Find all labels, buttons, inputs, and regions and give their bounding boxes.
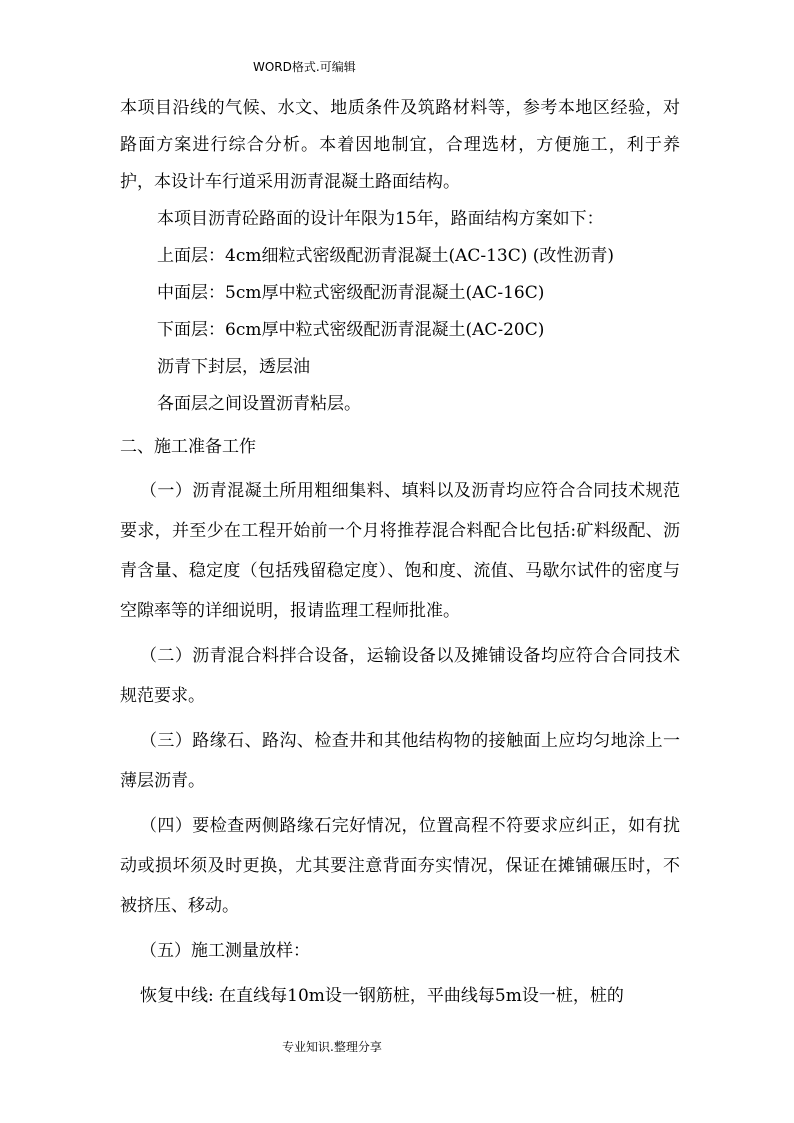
page-footer: 专业知识.整理分享 bbox=[282, 1040, 382, 1054]
prep-item-4: （四）要检查两侧路缘石完好情况，位置高程不符要求应纠正，如有扰动或损坏须及时更换，尤其要注意背面夯实情况，保证在摊铺碾压时，不被挤压、移动。 bbox=[120, 816, 680, 916]
page-header: WORD格式.可编辑 bbox=[253, 60, 356, 74]
structure-line-seal-layer: 沥青下封层，透层油 bbox=[157, 357, 310, 377]
structure-line-lower-layer: 下面层：6cm厚中粒式密级配沥青混凝土(AC-20C) bbox=[157, 320, 545, 340]
section-heading: 二、施工准备工作 bbox=[120, 437, 256, 457]
document-body bbox=[120, 90, 680, 1016]
intro-paragraph: 本项目沿线的气候、水文、地质条件及筑路材料等，参考本地区经验，对路面方案进行综合分析。本着因地制宜，合理选材，方便施工，利于养护，本设计车行道采用沥青混凝土路面结构。 bbox=[120, 98, 680, 192]
structure-line-design-life: 本项目沥青砼路面的设计年限为15年，路面结构方案如下： bbox=[157, 209, 604, 229]
prep-item-3: （三）路缘石、路沟、检查井和其他结构物的接触面上应均匀地涂上一薄层沥青。 bbox=[120, 731, 680, 791]
prep-item-5: （五）施工测量放样： bbox=[140, 941, 310, 961]
prep-item-1: （一）沥青混凝土所用粗细集料、填料以及沥青均应符合合同技术规范要求，并至少在工程开始前一个月将推荐混合料配合比包括:矿料级配、沥青含量、稳定度（包括残留稳定度）、饱和度、流值、马歇尔试件的密度与空隙率等的详细说明，报请监理工程师批准。 bbox=[120, 481, 680, 621]
structure-line-tack-coat: 各面层之间设置沥青粘层。 bbox=[157, 394, 361, 414]
structure-line-upper-layer: 上面层：4cm细粒式密级配沥青混凝土(AC-13C) (改性沥青) bbox=[157, 246, 615, 266]
structure-line-middle-layer: 中面层：5cm厚中粒式密级配沥青混凝土(AC-16C) bbox=[157, 283, 545, 303]
centerline-restore-line: 恢复中线: 在直线每10m设一钢筋桩，平曲线每5m设一桩，桩的 bbox=[140, 986, 624, 1006]
prep-item-2: （二）沥青混合料拌合设备，运输设备以及摊铺设备均应符合合同技术规范要求。 bbox=[120, 646, 680, 706]
